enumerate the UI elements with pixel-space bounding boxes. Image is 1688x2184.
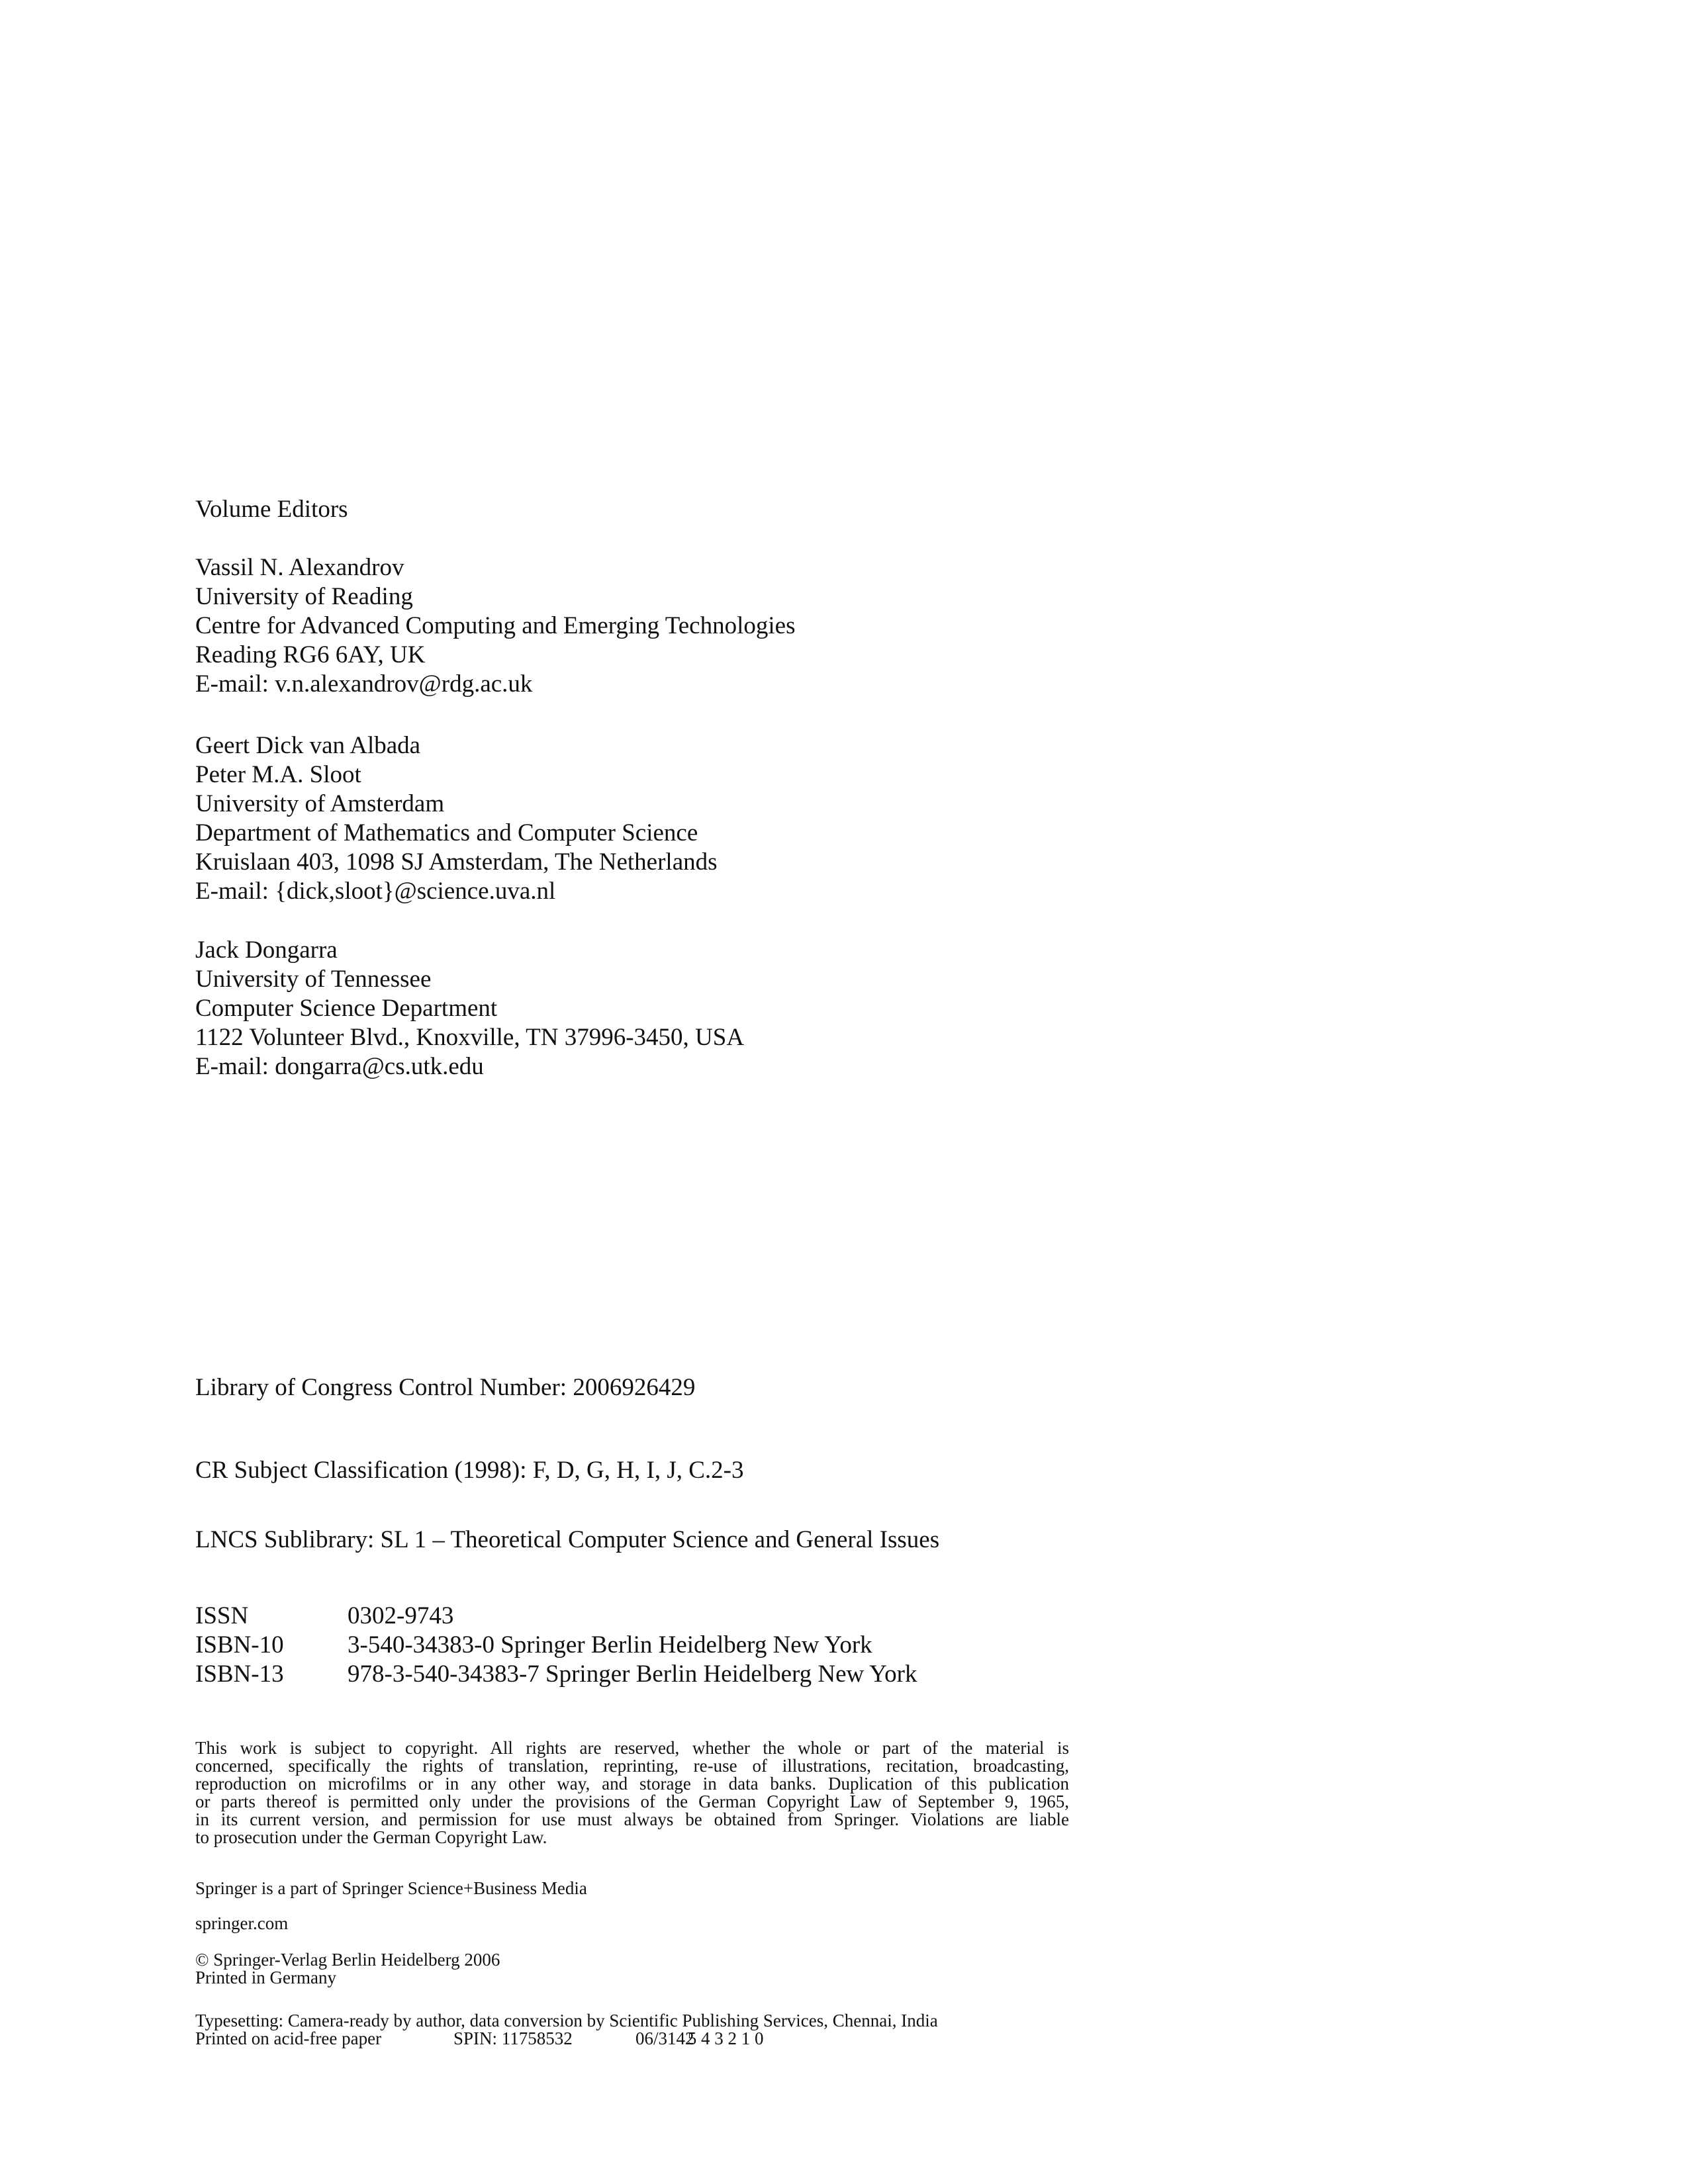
copyright-year-text: © Springer-Verlag Berlin Heidelberg 2006 — [195, 1950, 500, 1970]
spin-number: SPIN: 11758532 — [453, 2028, 573, 2048]
editor-block-alexandrov — [195, 553, 795, 699]
identifier-value: 0302-9743 — [348, 1602, 454, 1629]
copyright-notice-line: to prosecution under the German Copyright Law. — [195, 1827, 547, 1847]
editor-address: 1122 Volunteer Blvd., Knoxville, TN 37996-3450, USA — [195, 1024, 745, 1051]
printing-numbers: 5 4 3 2 1 0 — [687, 2028, 764, 2048]
springer-site-text: springer.com — [195, 1913, 289, 1933]
acid-free-paper-text: Printed on acid-free paper — [195, 2028, 382, 2048]
identifier-label: ISBN-13 — [195, 1661, 284, 1688]
springer-part-text: Springer is a part of Springer Science+Business Media — [195, 1878, 587, 1898]
copyright-year-block — [195, 1951, 1069, 1987]
identifier-row-issn — [195, 1602, 917, 1631]
lncs-sublibrary-text: LNCS Sublibrary: SL 1 – Theoretical Computer Science and General Issues — [195, 1526, 940, 1553]
printed-in-text: Printed in Germany — [195, 1968, 336, 1987]
editor-name: Peter M.A. Sloot — [195, 761, 361, 788]
cr-classification-line — [195, 1456, 743, 1485]
copyright-notice-line: in its current version, and permission for use must always be obtained from Springer. Violations are liable — [195, 1809, 1069, 1829]
editor-name: Vassil N. Alexandrov — [195, 554, 404, 581]
heading-text: Volume Editors — [195, 496, 348, 523]
identifier-row-isbn13 — [195, 1660, 917, 1689]
identifier-row-isbn10 — [195, 1631, 917, 1660]
editor-address: Kruislaan 403, 1098 SJ Amsterdam, The Netherlands — [195, 848, 718, 876]
copyright-notice-line: concerned, specifically the rights of translation, reprinting, re-use of illustrations, recitation, broadcasting, — [195, 1756, 1069, 1776]
copyright-notice-line: This work is subject to copyright. All rights are reserved, whether the whole or part of the material is — [195, 1738, 1069, 1758]
identifier-label: ISBN-10 — [195, 1631, 284, 1659]
copyright-notice-line: or parts thereof is permitted only under the provisions of the German Copyright Law of September 9, 1965, — [195, 1792, 1069, 1811]
print-code: 06/3142 — [635, 2028, 694, 2048]
cr-classification-text: CR Subject Classification (1998): F, D, G, H, I, J, C.2-3 — [195, 1457, 744, 1484]
editor-block-albada-sloot — [195, 731, 718, 906]
editor-department: Centre for Advanced Computing and Emerging Technologies — [195, 612, 796, 639]
volume-editors-heading — [195, 495, 348, 524]
lccn-text: Library of Congress Control Number: 2006926429 — [195, 1374, 696, 1401]
printing-info-row — [195, 2030, 1069, 2048]
lncs-sublibrary-line — [195, 1525, 939, 1555]
identifier-table — [195, 1602, 917, 1689]
editor-block-dongarra — [195, 936, 744, 1081]
editor-university: University of Amsterdam — [195, 790, 445, 817]
editor-email: E-mail: dongarra@cs.utk.edu — [195, 1053, 484, 1080]
editor-university: University of Tennessee — [195, 966, 432, 993]
editor-name: Jack Dongarra — [195, 936, 338, 964]
identifier-value: 978-3-540-34383-7 Springer Berlin Heidelberg New York — [348, 1661, 917, 1688]
editor-address: Reading RG6 6AY, UK — [195, 641, 426, 668]
editor-university: University of Reading — [195, 583, 413, 610]
editor-name: Geert Dick van Albada — [195, 732, 421, 759]
copyright-notice-line: reproduction on microfilms or in any other way, and storage in data banks. Duplication of this publication — [195, 1774, 1069, 1794]
editor-email: E-mail: {dick,sloot}@science.uva.nl — [195, 878, 556, 905]
editor-email: E-mail: v.n.alexandrov@rdg.ac.uk — [195, 670, 533, 698]
springer-part-line — [195, 1880, 1069, 1897]
typesetting-block — [195, 2012, 1069, 2048]
editor-department: Department of Mathematics and Computer Science — [195, 819, 698, 846]
identifier-label: ISSN — [195, 1602, 249, 1629]
springer-site-line — [195, 1915, 1069, 1933]
editor-department: Computer Science Department — [195, 995, 498, 1022]
lccn-line — [195, 1373, 695, 1402]
copyright-notice — [195, 1739, 1069, 1846]
typesetting-text: Typesetting: Camera-ready by author, data conversion by Scientific Publishing Services, Chennai, India — [195, 2011, 938, 2030]
identifier-value: 3-540-34383-0 Springer Berlin Heidelberg New York — [348, 1631, 872, 1659]
